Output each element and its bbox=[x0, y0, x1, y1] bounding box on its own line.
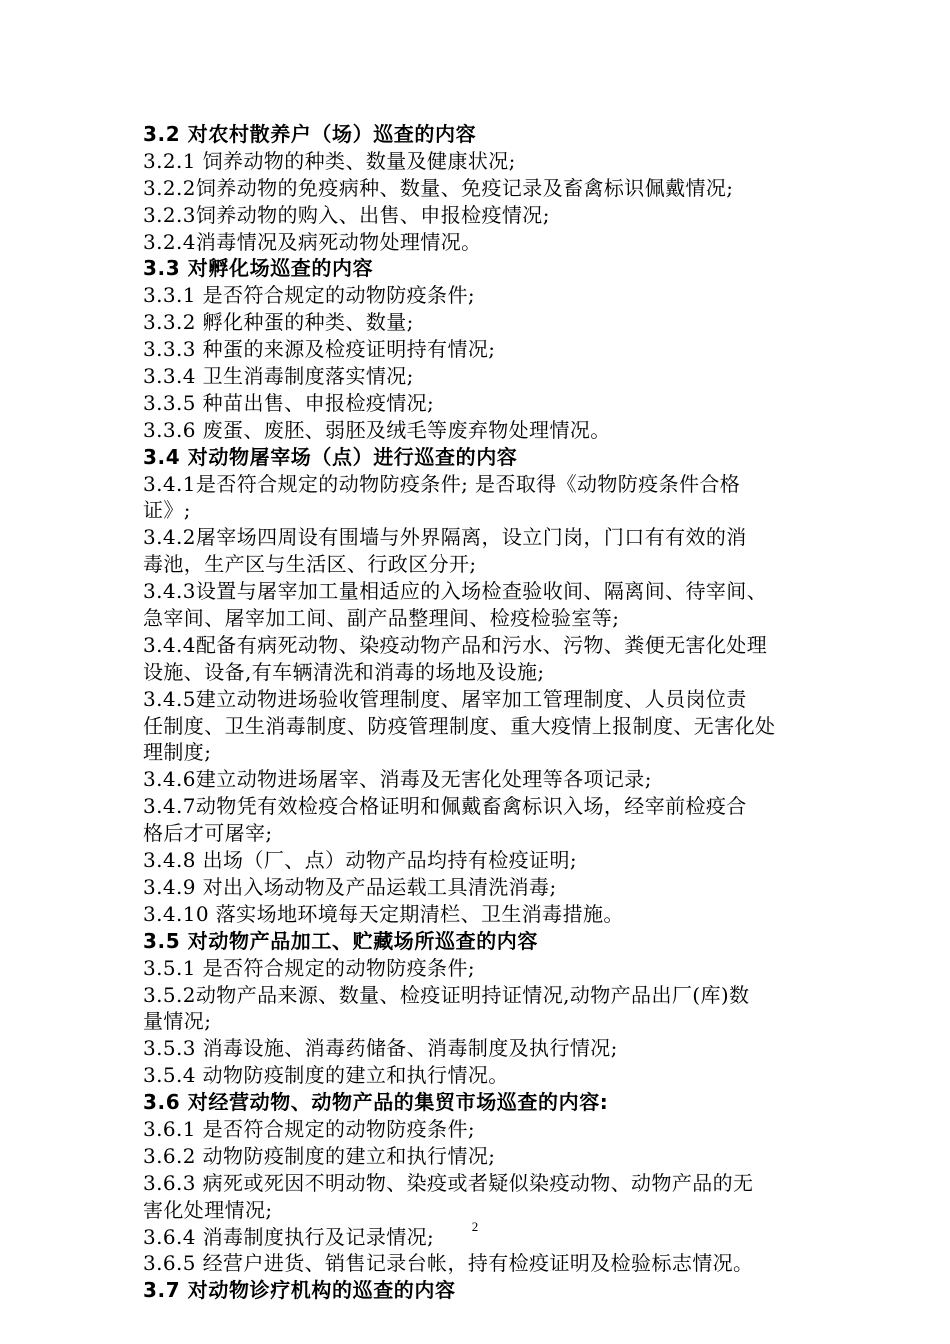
text-line: 3.6.5 经营户进货、销售记录台帐，持有检疫证明及检验标志情况。 bbox=[143, 1251, 754, 1276]
text-line: 3.2.3饲养动物的购入、出售、申报检疫情况; bbox=[143, 202, 550, 227]
text-line: 3.3.5 种苗出售、申报检疫情况; bbox=[143, 390, 435, 415]
text-line: 3.3.3 种蛋的来源及检疫证明持有情况; bbox=[143, 337, 496, 362]
text-line: 害化处理情况; bbox=[143, 1197, 273, 1222]
section-heading: 3.4 对动物屠宰场（点）进行巡查的内容 bbox=[143, 444, 518, 469]
text-line: 证》; bbox=[143, 498, 191, 523]
text-line: 3.6.3 病死或死因不明动物、染疫或者疑似染疫动物、动物产品的无 bbox=[143, 1170, 754, 1195]
section-heading: 3.3 对孵化场巡查的内容 bbox=[143, 256, 374, 281]
body-text bbox=[143, 121, 811, 1304]
text-line: 3.4.1是否符合规定的动物防疫条件; 是否取得《动物防疫条件合格 bbox=[143, 471, 741, 496]
page-number: 2 bbox=[471, 1219, 479, 1234]
text-line: 量情况; bbox=[143, 1009, 212, 1034]
text-line: 3.6.4 消毒制度执行及记录情况; bbox=[143, 1224, 435, 1249]
text-line: 理制度; bbox=[143, 740, 212, 765]
text-line: 3.3.6 废蛋、废胚、弱胚及绒毛等废弃物处理情况。 bbox=[143, 417, 611, 442]
text-line: 3.5.4 动物防疫制度的建立和执行情况。 bbox=[143, 1063, 509, 1088]
text-line: 3.4.7动物凭有效检疫合格证明和佩戴畜禽标识入场，经宰前检疫合 bbox=[143, 794, 747, 819]
text-line: 任制度、卫生消毒制度、防疫管理制度、重大疫情上报制度、无害化处 bbox=[143, 713, 776, 738]
text-line: 3.5.1 是否符合规定的动物防疫条件; bbox=[143, 955, 475, 980]
text-line: 3.5.3 消毒设施、消毒药储备、消毒制度及执行情况; bbox=[143, 1036, 618, 1061]
text-line: 格后才可屠宰; bbox=[143, 821, 273, 846]
text-line: 3.4.8 出场（厂、点）动物产品均持有检疫证明; bbox=[143, 848, 577, 873]
text-line: 3.2.4消毒情况及病死动物处理情况。 bbox=[143, 229, 482, 254]
text-line: 3.4.10 落实场地环境每天定期清栏、卫生消毒措施。 bbox=[143, 901, 624, 926]
section-heading: 3.7 对动物诊疗机构的巡查的内容 bbox=[143, 1278, 456, 1303]
text-line: 毒池，生产区与生活区、行政区分开; bbox=[143, 552, 477, 577]
text-line: 3.6.1 是否符合规定的动物防疫条件; bbox=[143, 1116, 475, 1141]
section-heading: 3.2 对农村散养户（场）巡查的内容 bbox=[143, 122, 477, 146]
text-line: 3.4.2屠宰场四周设有围墙与外界隔离，设立门岗，门口有有效的消 bbox=[143, 525, 747, 550]
section-heading: 3.5 对动物产品加工、贮藏场所巡查的内容 bbox=[143, 928, 538, 953]
text-line: 3.2.2饲养动物的免疫病种、数量、免疫记录及畜禽标识佩戴情况; bbox=[143, 175, 734, 200]
text-line: 3.6.2 动物防疫制度的建立和执行情况; bbox=[143, 1143, 496, 1168]
text-line: 3.5.2动物产品来源、数量、检疫证明持证情况,动物产品出厂(库)数 bbox=[143, 982, 750, 1007]
text-line: 3.4.9 对出入场动物及产品运载工具清洗消毒; bbox=[143, 874, 557, 899]
text-line: 3.2.1 饲养动物的种类、数量及健康状况; bbox=[143, 148, 516, 173]
text-line: 3.4.3设置与屠宰加工量相适应的入场检查验收间、隔离间、待宰间、 bbox=[143, 579, 768, 604]
text-line: 3.4.6建立动物进场屠宰、消毒及无害化处理等各项记录; bbox=[143, 767, 652, 792]
text-line: 3.3.4 卫生消毒制度落实情况; bbox=[143, 364, 414, 389]
text-line: 急宰间、屠宰加工间、副产品整理间、检疫检验室等; bbox=[143, 606, 620, 631]
text-line: 设施、设备,有车辆清洗和消毒的场地及设施; bbox=[143, 659, 545, 684]
text-line: 3.4.5建立动物进场验收管理制度、屠宰加工管理制度、人员岗位责 bbox=[143, 686, 747, 711]
section-heading: 3.6 对经营动物、动物产品的集贸市场巡查的内容: bbox=[143, 1090, 609, 1115]
text-line: 3.3.1 是否符合规定的动物防疫条件; bbox=[143, 283, 475, 308]
text-line: 3.3.2 孵化种蛋的种类、数量; bbox=[143, 310, 414, 335]
text-line: 3.4.4配备有病死动物、染疫动物产品和污水、污物、粪便无害化处理 bbox=[143, 632, 768, 657]
